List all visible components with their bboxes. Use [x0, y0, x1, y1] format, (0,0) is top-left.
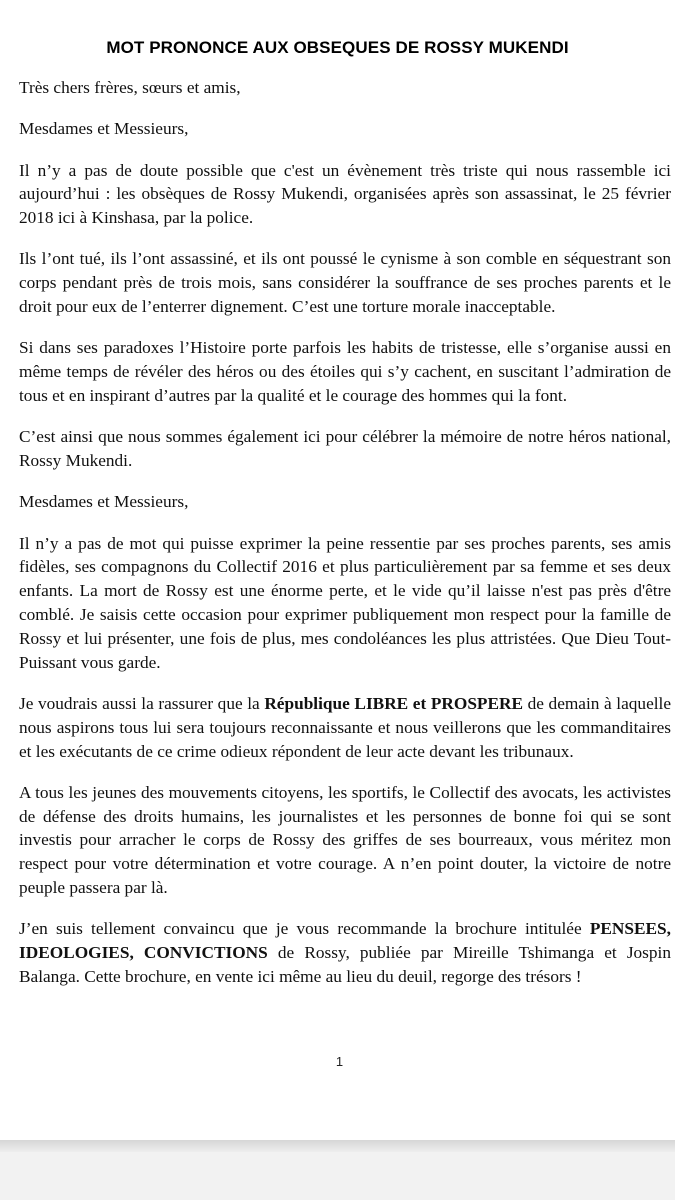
page-number: 1	[335, 1054, 344, 1069]
paragraph	[19, 76, 671, 100]
bold-text-run: République LIBRE et PROSPERE	[264, 693, 524, 713]
text-run: Mesdames et Messieurs,	[19, 492, 189, 512]
text-run: de demain à laquelle nous aspirons tous lui sera toujours reconnaissante et nous veillerons que les commanditaires et les exécutants de ce crime odieux répondent de leur acte devant les tribunaux.	[19, 693, 672, 761]
text-run: J’en suis tellement convaincu que je vous recommande la brochure intitulée	[19, 919, 590, 939]
bold-text-run: PENSEES, IDEOLOGIES, CONVICTIONS	[19, 919, 671, 963]
paragraph	[19, 532, 671, 675]
paragraph	[19, 247, 671, 318]
text-run: Ils l’ont tué, ils l’ont assassiné, et ils ont poussé le cynisme à son comble en séquestrant son corps pendant près de trois mois, sans considérer la souffrance de ses proches parents et le droit pour eux de l’enterrer dignement. C’est une torture morale inacceptable.	[19, 249, 671, 317]
text-run: Très chers frères, sœurs et amis,	[19, 78, 241, 97]
paragraph	[19, 692, 671, 763]
paragraph	[19, 336, 671, 407]
text-run: Il n’y a pas de doute possible que c'est un évènement très triste qui nous rassemble ici aujourd’hui : les obsèques de Rossy Mukendi, organisées après son assassinat, le 25 février 2018 ici à Kinshasa, par la police.	[19, 160, 671, 228]
text-run: C’est ainsi que nous sommes également ici pour célébrer la mémoire de notre héros national, Rossy Mukendi.	[19, 427, 671, 471]
text-run: de Rossy, publiée par Mireille Tshimanga et Jospin Balanga. Cette brochure, en vente ici même au lieu du deuil, regorge des trésors !	[19, 943, 671, 986]
text-run: Si dans ses paradoxes l’Histoire porte parfois les habits de tristesse, elle s’organise aussi en même temps de révéler des héros ou des étoiles qui s’y cachent, en suscitant l’admiration de tous et en inspirant d’autres par la qualité et le courage des hommes qui la font.	[19, 338, 671, 405]
document-title: MOT PRONONCE AUX OBSEQUES DE ROSSY MUKENDI	[106, 38, 569, 57]
text-run: Mesdames et Messieurs,	[19, 119, 189, 139]
paragraph	[19, 917, 671, 988]
paragraph	[19, 490, 671, 514]
text-run: A tous les jeunes des mouvements citoyens, les sportifs, le Collectif des avocats, les activistes de défense des droits humains, les journalistes et les personnes de bonne foi qui se sont investis pour arracher le corps de Rossy des griffes de ses bourreaux, vous méritez mon respect pour votre détermination et votre courage. A n’en point douter, la victoire de notre peuple passera par là.	[19, 782, 671, 898]
text-run: Il n’y a pas de mot qui puisse exprimer la peine ressentie par ses proches parents, ses amis fidèles, ses compagnons du Collectif 2016 et plus particulièrement par sa femme et ses deux enfants. La mort de Rossy est une énorme perte, et le vide qu’il laisse n'est pas près d'être comblé. Je saisis cette occasion pour exprimer publiquement mon respect pour la famille de Rossy et lui présenter, une fois de plus, mes condoléances les plus attristées. Que Dieu Tout-Puissant vous garde.	[19, 533, 671, 672]
paragraph	[19, 425, 671, 473]
paragraph	[19, 159, 671, 230]
text-run: Je voudrais aussi la rassurer que la	[19, 693, 265, 713]
paragraph	[19, 781, 671, 900]
page-shadow-divider	[0, 1140, 675, 1152]
document-body	[19, 76, 671, 1006]
paragraph	[19, 117, 671, 141]
